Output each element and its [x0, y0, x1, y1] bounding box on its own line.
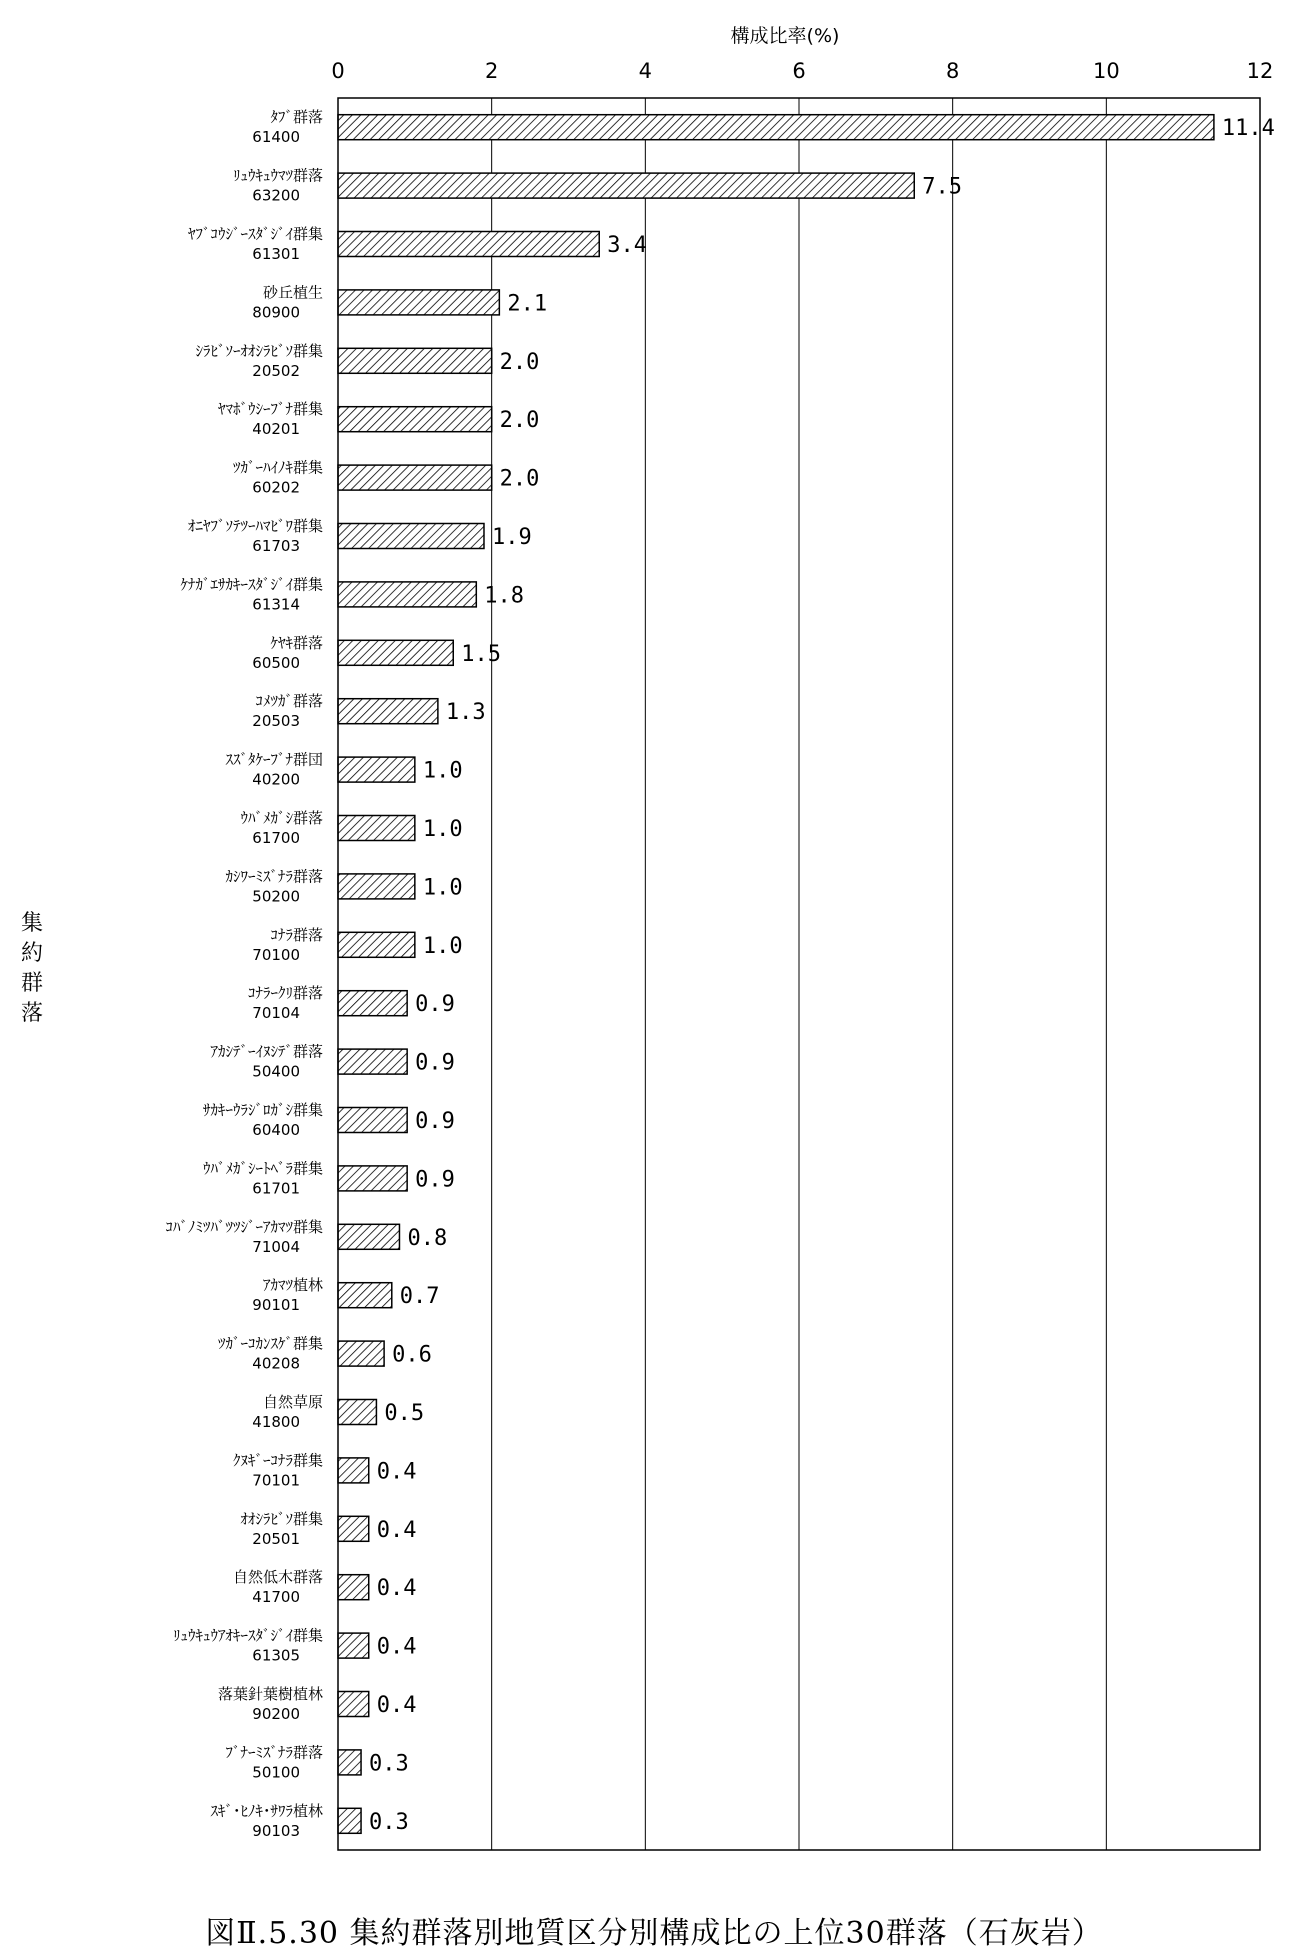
bar — [338, 1224, 399, 1249]
category-label: ﾔﾏﾎﾞｳｼｰﾌﾞﾅ群集 — [217, 400, 323, 419]
value-label: 0.9 — [415, 1109, 455, 1134]
value-label: 1.0 — [422, 758, 463, 784]
bar — [338, 932, 415, 957]
y-axis-title-char: 落 — [20, 1001, 44, 1026]
category-label: ﾀﾌﾞ群落 — [270, 108, 323, 127]
category-code: 60500 — [252, 653, 300, 672]
category-code: 90200 — [252, 1705, 300, 1723]
bar — [338, 757, 415, 782]
category-label: ｵｵｼﾗﾋﾞｿ群集 — [240, 1509, 323, 1528]
category-code: 20501 — [252, 1529, 300, 1548]
bar — [338, 1575, 369, 1600]
category-code: 80900 — [252, 303, 300, 322]
bar — [338, 1341, 384, 1366]
category-code: 61701 — [252, 1179, 300, 1198]
value-label: 0.4 — [376, 1459, 417, 1485]
category-code: 63200 — [252, 186, 300, 205]
category-code: 50100 — [252, 1763, 300, 1782]
category-label: ｱｶｼﾃﾞｰｲﾇｼﾃﾞ群落 — [210, 1042, 323, 1061]
value-label: 1.9 — [491, 525, 532, 550]
category-label: ｳﾊﾞﾒｶﾞｼ群落 — [240, 809, 323, 827]
x-tick-label: 0 — [331, 59, 345, 83]
category-code: 90103 — [252, 1821, 300, 1840]
bar — [338, 348, 492, 373]
value-label: 0.7 — [399, 1284, 440, 1310]
category-code: 40200 — [252, 770, 300, 789]
x-tick-label: 10 — [1092, 59, 1120, 83]
value-label: 0.4 — [376, 1517, 417, 1543]
bar — [338, 1166, 407, 1191]
x-tick-label: 4 — [638, 59, 653, 83]
category-label: 砂丘植生 — [262, 283, 323, 302]
value-label: 2.0 — [499, 466, 540, 492]
category-label: ﾌﾞﾅｰﾐｽﾞﾅﾗ群落 — [225, 1743, 323, 1762]
category-label: ﾘｭｳｷｭｳｱｵｷｰｽﾀﾞｼﾞｲ群集 — [172, 1626, 323, 1645]
value-label: 3.4 — [607, 233, 647, 258]
category-label: ｹﾔｷ群落 — [270, 633, 323, 652]
value-label: 0.9 — [415, 1050, 455, 1076]
category-code: 61301 — [252, 245, 300, 263]
category-label: ｽｽﾞﾀｹｰﾌﾞﾅ群団 — [225, 750, 323, 769]
value-label: 2.1 — [507, 291, 548, 317]
value-label: 0.5 — [384, 1401, 425, 1426]
bar — [338, 640, 453, 665]
bar — [338, 1516, 369, 1541]
category-label: ｺﾅﾗｰｸﾘ群落 — [247, 984, 323, 1003]
category-code: 20502 — [252, 361, 300, 380]
category-code: 40201 — [252, 420, 300, 439]
category-label: ｼﾗﾋﾞｿｰｵｵｼﾗﾋﾞｿ群集 — [195, 341, 323, 360]
bar — [338, 699, 438, 724]
category-label: ﾂｶﾞｰｺｶﾝｽｹﾞ群集 — [217, 1334, 323, 1353]
category-code: 50200 — [252, 887, 300, 906]
category-code: 41800 — [252, 1413, 300, 1431]
category-label: ﾘｭｳｷｭｳﾏﾂ群落 — [232, 166, 323, 185]
bar — [338, 991, 407, 1016]
category-code: 50400 — [252, 1062, 300, 1081]
category-label: ｵﾆﾔﾌﾞｿﾃﾂｰﾊﾏﾋﾞﾜ群集 — [187, 517, 323, 535]
category-label: ｺﾒﾂｶﾞ群落 — [255, 692, 323, 711]
x-axis-title: 構成比率(%) — [730, 25, 840, 47]
y-axis-title-char: 約 — [20, 941, 44, 966]
bar — [338, 465, 492, 490]
value-label: 1.0 — [422, 875, 463, 901]
value-label: 1.3 — [445, 700, 486, 726]
bar — [338, 524, 484, 549]
category-label: ｶｼﾜｰﾐｽﾞﾅﾗ群落 — [225, 867, 323, 886]
bar — [338, 816, 415, 841]
category-code: 61700 — [252, 829, 300, 847]
category-code: 61314 — [252, 595, 300, 614]
category-code: 60400 — [252, 1121, 300, 1139]
bar — [338, 232, 599, 257]
value-label: 11.4 — [1221, 116, 1275, 142]
x-tick-labels — [331, 59, 1273, 83]
category-label: ｺﾅﾗ群落 — [270, 925, 323, 944]
value-label: 1.5 — [461, 641, 501, 667]
value-label: 0.8 — [407, 1225, 448, 1251]
bar — [338, 874, 415, 899]
category-label: ｺﾊﾞﾉﾐﾂﾊﾞﾂﾂｼﾞｰｱｶﾏﾂ群集 — [165, 1217, 323, 1236]
bar — [338, 115, 1214, 140]
category-code: 41700 — [252, 1588, 300, 1607]
category-label: 自然低木群落 — [232, 1568, 323, 1587]
bar — [338, 1049, 407, 1074]
value-label: 7.5 — [922, 174, 962, 200]
category-code: 40208 — [252, 1354, 300, 1373]
category-code: 71004 — [252, 1237, 300, 1256]
x-tick-label: 12 — [1246, 59, 1274, 83]
category-label: ｳﾊﾞﾒｶﾞｼｰﾄﾍﾞﾗ群集 — [202, 1159, 323, 1178]
value-label: 2.0 — [499, 408, 540, 434]
x-tick-label: 6 — [792, 59, 806, 83]
category-code: 60202 — [252, 478, 300, 497]
value-label: 1.8 — [484, 583, 525, 609]
category-label: ｸﾇｷﾞｰｺﾅﾗ群集 — [232, 1451, 323, 1470]
category-code: 61400 — [252, 128, 300, 147]
value-label: 0.9 — [415, 1167, 455, 1193]
category-code: 61305 — [252, 1646, 300, 1665]
bar — [338, 1808, 361, 1833]
bar — [338, 1692, 369, 1717]
y-axis-title-char: 集 — [20, 911, 44, 936]
value-label: 0.6 — [392, 1342, 432, 1368]
gridlines — [492, 98, 1107, 1850]
value-labels — [369, 116, 1275, 1835]
bar — [338, 1400, 376, 1425]
y-axis-title-char: 群 — [20, 971, 44, 996]
category-code: 70104 — [252, 1004, 300, 1023]
category-label: ｹﾅｶﾞｴｻｶｷｰｽﾀﾞｼﾞｲ群集 — [180, 575, 323, 594]
category-code: 61703 — [252, 537, 300, 555]
bar — [338, 1750, 361, 1775]
category-code: 70100 — [252, 945, 300, 964]
category-label: ｽｷﾞ･ﾋﾉｷ･ｻﾜﾗ植林 — [210, 1801, 323, 1820]
value-label: 0.9 — [415, 992, 455, 1018]
value-label: 0.3 — [369, 1809, 409, 1835]
category-label: ｻｶｷｰｳﾗｼﾞﾛｶﾞｼ群集 — [202, 1101, 323, 1119]
value-label: 0.4 — [376, 1693, 417, 1718]
value-label: 1.0 — [422, 817, 463, 842]
category-label: 自然草原 — [262, 1393, 323, 1411]
category-code: 90101 — [252, 1296, 300, 1315]
x-tick-label: 8 — [945, 59, 960, 83]
bar — [338, 407, 492, 432]
bar — [338, 1108, 407, 1133]
x-tick-label: 2 — [484, 59, 499, 83]
bar — [338, 1458, 369, 1483]
category-code: 70101 — [252, 1471, 300, 1490]
value-label: 2.0 — [499, 349, 540, 375]
category-label: ｱｶﾏﾂ植林 — [262, 1276, 323, 1295]
bar — [338, 582, 476, 607]
y-axis-title — [21, 911, 43, 1026]
value-label: 0.4 — [376, 1634, 417, 1660]
bar — [338, 1633, 369, 1658]
value-label: 0.4 — [376, 1576, 417, 1602]
figure-caption: 図Ⅱ.5.30 集約群落別地質区分別構成比の上位30群落（石灰岩） — [205, 1916, 1103, 1951]
category-label: ﾂｶﾞｰﾊｲﾉｷ群集 — [232, 458, 323, 477]
value-label: 0.3 — [369, 1751, 409, 1777]
bars — [338, 115, 1214, 1834]
category-code: 20503 — [252, 712, 300, 731]
bar — [338, 290, 499, 315]
category-label: 落葉針葉樹植林 — [217, 1685, 323, 1703]
value-label: 1.0 — [422, 933, 463, 959]
bar — [338, 1283, 392, 1308]
category-labels — [165, 108, 323, 1840]
category-label: ﾔﾌﾞｺｳｼﾞｰｽﾀﾞｼﾞｲ群集 — [187, 225, 323, 243]
bar — [338, 173, 914, 198]
